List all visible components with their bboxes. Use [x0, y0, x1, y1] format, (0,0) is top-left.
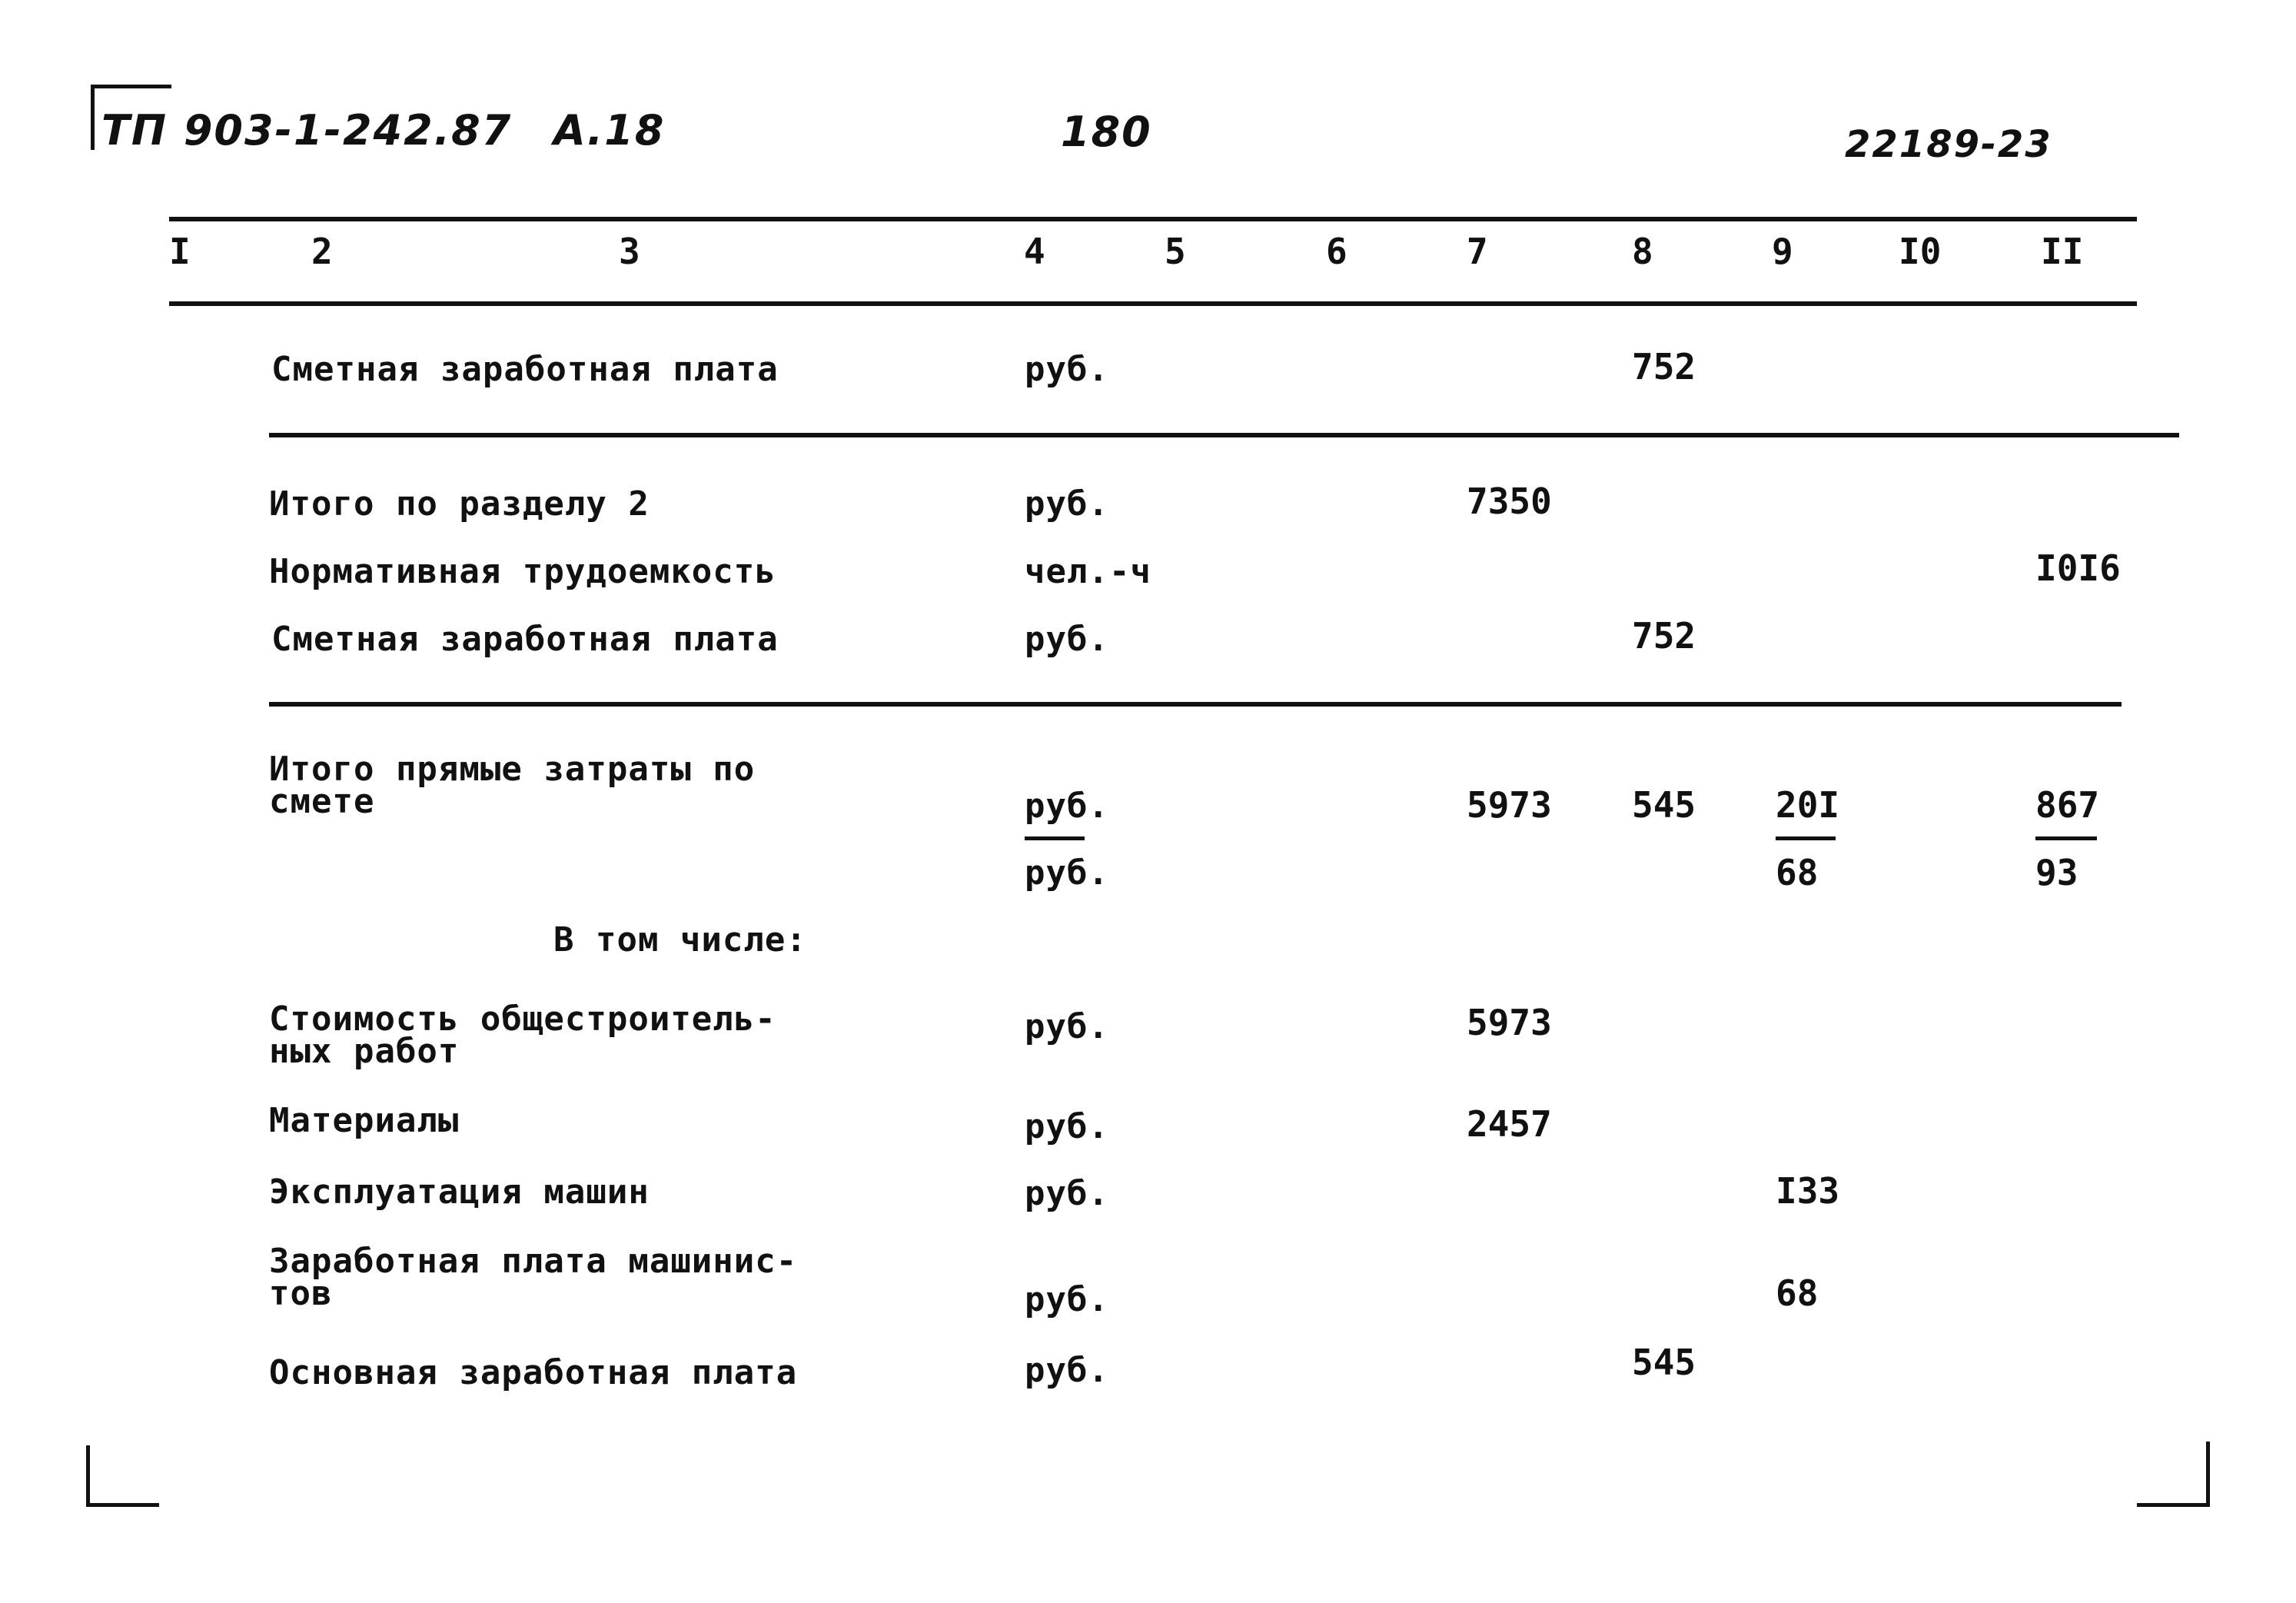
- cell-col9-denominator: 68: [1776, 852, 1819, 893]
- page-number: 180: [1061, 108, 1152, 156]
- row-label: Сметная заработная плата: [271, 350, 779, 389]
- row-unit: руб.: [1025, 620, 1109, 659]
- cell-col11: I0I6: [2035, 547, 2121, 589]
- fraction-bar: [1776, 836, 1836, 840]
- column-header-4: 4: [1024, 231, 1045, 272]
- row-label: Сметная заработная плата: [271, 620, 779, 659]
- row-unit: руб.: [1025, 1007, 1109, 1046]
- row-label-line: ных работ: [269, 1032, 460, 1071]
- row-label: Материалы: [269, 1101, 460, 1140]
- cell-col9-numerator: 20I: [1776, 784, 1840, 826]
- row-label: Эксплуатация машин: [269, 1172, 650, 1212]
- column-header-5: 5: [1165, 231, 1186, 272]
- cell-col7: 2457: [1467, 1103, 1552, 1145]
- cell-col7: 7350: [1467, 481, 1552, 522]
- document-code: ТП 903-1-242.87: [101, 106, 513, 155]
- cell-col11-numerator: 867: [2035, 784, 2100, 826]
- column-header-7: 7: [1467, 231, 1488, 272]
- row-label: [269, 1242, 798, 1313]
- column-header-8: 8: [1632, 231, 1653, 272]
- row-unit: руб.: [1025, 350, 1109, 389]
- column-header-2: 2: [311, 231, 333, 272]
- section-rule: [269, 702, 2122, 707]
- row-label-line: смете: [269, 782, 375, 821]
- cell-col7: 5973: [1467, 1002, 1552, 1043]
- fraction-bar: [1025, 836, 1085, 840]
- row-unit-top: руб.: [1025, 787, 1109, 826]
- row-unit: руб.: [1025, 484, 1109, 524]
- cell-col9: 68: [1776, 1272, 1819, 1314]
- row-label: Итого по разделу 2: [269, 484, 650, 524]
- row-unit: руб.: [1025, 1280, 1109, 1319]
- row-label: [269, 999, 776, 1071]
- row-label-line: Итого прямые затраты по: [269, 750, 756, 789]
- cell-col8: 752: [1632, 346, 1696, 387]
- row-label-line: Стоимость общестроитель-: [269, 999, 776, 1039]
- subheading: В том числе:: [553, 920, 807, 959]
- inventory-number: 22189-23: [1845, 123, 2052, 166]
- frame-corner-bottom-right: [2137, 1442, 2210, 1507]
- row-unit: чел.-ч: [1025, 552, 1151, 591]
- table-top-rule: [169, 217, 2137, 221]
- row-label-line: Заработная плата машинис-: [269, 1242, 798, 1281]
- cell-col8: 752: [1632, 615, 1696, 657]
- column-header-10: I0: [1899, 231, 1942, 272]
- album-number: А.18: [553, 106, 666, 155]
- row-unit: руб.: [1025, 1174, 1109, 1213]
- row-unit: руб.: [1025, 1107, 1109, 1146]
- cell-col11-denominator: 93: [2035, 852, 2078, 893]
- column-header-bottom-rule: [169, 301, 2137, 306]
- cell-col8: 545: [1632, 784, 1696, 826]
- cell-col7: 5973: [1467, 784, 1552, 826]
- column-header-11: II: [2041, 231, 2084, 272]
- row-label-line: тов: [269, 1274, 333, 1313]
- column-header-6: 6: [1326, 231, 1347, 272]
- cell-col9: I33: [1776, 1170, 1840, 1212]
- row-label: Основная заработная плата: [269, 1353, 798, 1392]
- row-label: Нормативная трудоемкость: [269, 552, 776, 591]
- frame-corner-bottom-left: [86, 1445, 159, 1507]
- column-header-9: 9: [1772, 231, 1793, 272]
- row-label: [269, 750, 756, 821]
- row-unit: руб.: [1025, 1351, 1109, 1390]
- column-header-1: I: [169, 231, 191, 272]
- section-rule: [269, 433, 2179, 437]
- cell-col8: 545: [1632, 1342, 1696, 1383]
- row-unit-bottom: руб.: [1025, 853, 1109, 893]
- column-header-3: 3: [619, 231, 640, 272]
- fraction-bar: [2035, 836, 2097, 840]
